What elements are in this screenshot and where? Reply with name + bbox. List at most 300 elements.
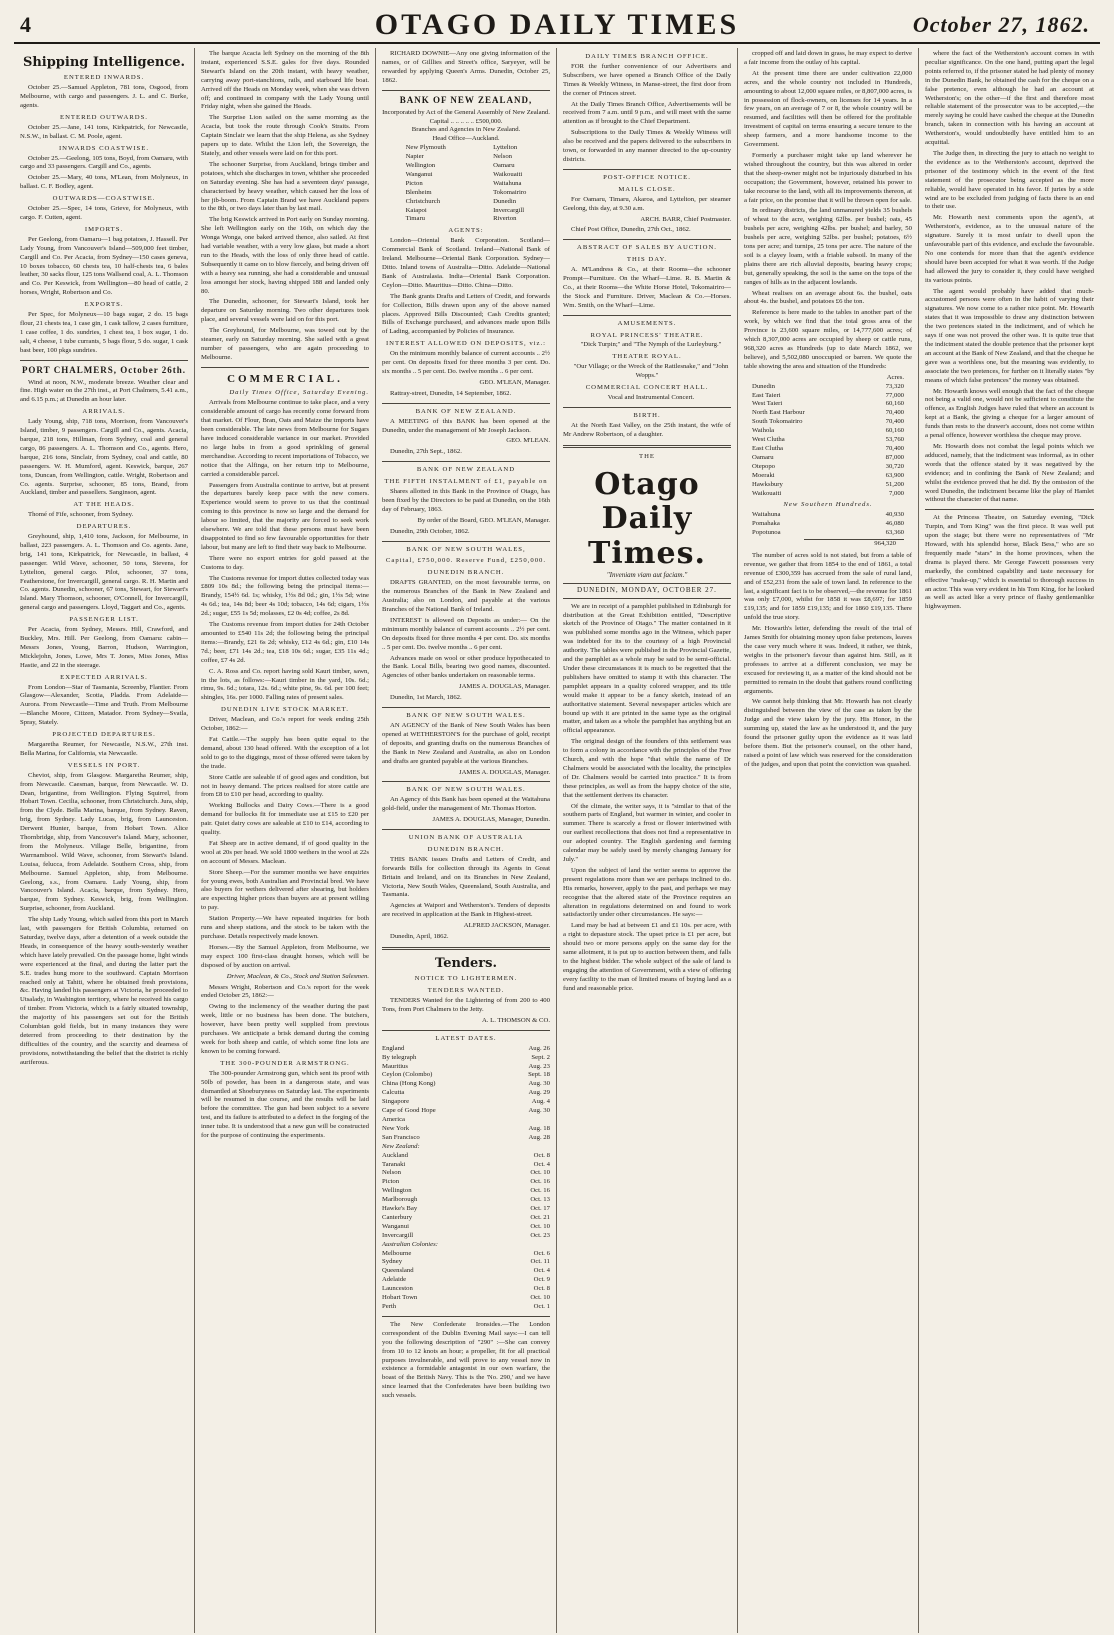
section-label: ARRIVALS. — [82, 408, 126, 416]
date-row — [382, 1303, 550, 1312]
date-row-label: Ceylon (Colombo) — [382, 1071, 433, 1079]
paragraph: Cheviot, ship, from Glasgow. Margaretha Reumer, ship, from Newcastle. Caesman, barque, from Newcastle. W. D. Dean, brigantine, from Wellington. Flying Squirrel, from Hobart Town. Cecilia, schooner, from Christchurch. Jura, ship, from the Clyde. Bella Marina, barque, from Sydney. Raven, brig, from Sydney. Lady Lucas, brig, from Launceston. Derwent Hunter, barque, from Hobart Town. Alice Thornbridge, ship, from Vancouver's Island. Mary, schooner, from the Molyneux. Village Belle, brigantine, from Warrnambool. Wild Wave, schooner, from Stewart's Island. Louisa, felucca, from Adelaide. Southern Cross, ship, from Melbourne. Samuel Appleton, ship, from Melbourne. Geelong, s.s., from Oamaru. Lady Young, ship, from Vancouver's Island. Acacia, barque, from Sydney. Hero, barque, from Sydney. Keswick, brig, from Wellington. Surprise, schooner, from Auckland. — [20, 771, 188, 913]
date-row-value: Oct. 21 — [530, 1213, 550, 1221]
date-row — [382, 1080, 550, 1089]
dates-list — [382, 1045, 550, 1143]
column-4 — [557, 48, 738, 1633]
section-label: DUNEDIN LIVE STOCK MARKET. — [221, 706, 349, 714]
hundred-row — [752, 409, 904, 418]
date-row — [382, 1285, 550, 1294]
hundred-row — [752, 383, 904, 392]
advert-subtitle: THEATRE ROYAL. — [612, 353, 682, 361]
paragraph: Arrivals from Melbourne continue to take place, and a very considerable amount of cargo has recently come forward from that market. Of Flour, Bran, Oats and Maize the imports have been considerable. The late news from Melbourne for Sugars have induced considerable variance in our market. Provided no large hubs in from a good sprinkling of general merchandise. According to recent importations of Tobacco, we notice that the Alfinga, on her return trip to Melbourne, carried a considerable parcel. — [201, 399, 369, 478]
date-row — [382, 1125, 550, 1134]
advert-title: BANK OF NEW ZEALAND — [416, 466, 516, 474]
paragraph: Agencies at Waipori and Wetherston's. Tenders of deposits are received in application at the Bank in Highest-street. — [382, 902, 550, 919]
date-row — [382, 1161, 550, 1170]
hundred-row-value: 73,320 — [885, 382, 904, 390]
date-row — [382, 1107, 550, 1116]
date-row — [382, 1054, 550, 1063]
hundred-row-label: Moeraki — [752, 471, 775, 479]
divider — [563, 445, 731, 448]
paragraph: Dunedin, April, 1862. — [390, 933, 449, 941]
section-label: EXPORTS. — [84, 301, 124, 309]
branch-item: Lyttelton — [493, 144, 518, 152]
paragraph: The agent would probably have added that much-accustomed persons were often in the habit of varying their signatures. We now come to a rather nice point. Mr. Howarth states that it was impossible to draw any distinction between the two pretences stated in the indictment, and of which he says if one was not proved the other was. It is quite true that the indictment stated the double pretence that the prisoner kept an account at the Bank of New Zealand, and that the cheque he gave was a worthless one, but the meaning was evidently, to associate the two pretences, for further on it literally states "by means of which false pretences" the money was obtained. — [925, 287, 1094, 384]
branch-item: Timaru — [405, 215, 426, 223]
date-row-value: Oct. 11 — [530, 1258, 550, 1266]
hundred-row-label: South Tokomairiro — [752, 418, 803, 426]
hundred-row — [752, 392, 904, 401]
column-1 — [14, 48, 195, 1633]
paragraph: Greyhound, ship, 1,410 tons, Jackson, for Melbourne, in ballast, 223 passengers. A. L. Thomson and Co. agents. Jane, brig, 141 tons, Kirkpatrick, for Newcastle, in ballast, 4 passenger. Wild Wave, schooner, 50 tons, Stevens, for Lyttelton, general cargo. Pilot, schooner, 37 tons, Featherstone, for Invercargill, general cargo. R. H. Martin and Co. agents. Dunedin, schooner, 67 tons, Stewart, for Stewart's Island. Mary Thomson, schooner, O'Connell, for Invercargill, general cargo and passengers. Lloyd, Taggart and Co., agents. — [20, 533, 188, 612]
section-label: OUTWARDS—COASTWISE. — [52, 195, 156, 203]
advert-subtitle: COMMERCIAL CONCERT HALL. — [585, 384, 709, 392]
au-dates-heading: Australian Colonies: — [382, 1240, 438, 1248]
date-row-label: Picton — [382, 1178, 400, 1186]
date-row — [382, 1205, 550, 1214]
hundred-row-value: 30,720 — [885, 462, 904, 470]
hundred-row-value: 77,000 — [885, 391, 904, 399]
advert-line: Branches and Agencies in New Zealand. — [411, 126, 521, 134]
paragraph: The Judge then, in directing the jury to attach no weight to the evidence as to the Wetherston's account, deprived the prisoner of the testimony which in the event of the first statement of the prosecutor being accepted as the more reliable, would have operated in his favor. If juries by a side wind are to be excluded from judging of facts there is an end to their use. — [925, 149, 1094, 211]
date-row — [382, 1196, 550, 1205]
paragraph: Shares allotted in this Bank in the Province of Otago, has been fixed by the Directors to be paid at Dunedin, on the 16th day of February, 1863. — [382, 488, 550, 513]
hundred-row — [752, 463, 904, 472]
divider — [382, 541, 550, 542]
paragraph: A MEETING of this BANK has been opened at the Dunedin, under the management of Mr Joseph Jackson. — [382, 417, 550, 434]
paragraph: October 25.—Spec, 14 tons, Grieve, for Molyneux, with cargo. F. Cutten, agent. — [20, 205, 188, 221]
divider — [382, 707, 550, 708]
date-row-value: Oct. 16 — [530, 1187, 550, 1195]
paragraph: Fat Cattle.—The supply has been quite equal to the demand, about 130 head offered. With the exception of a lot sold to go to the diggings, most of those offered were taken by the trade. — [201, 735, 369, 770]
hundred-row — [752, 454, 904, 463]
paragraph: Dunedin, 27th Sept., 1862. — [390, 448, 462, 456]
paragraph: October 25.—Mary, 40 tons, M'Lean, from Molyneux, in ballast. C. F. Bodley, agent. — [20, 174, 188, 191]
advert-title: BANK OF NEW ZEALAND. — [415, 407, 517, 415]
date-row — [382, 1187, 550, 1196]
paragraph: Wheat realises on an average about 6s. the bushel, oats about 4s. the bushel, and potatoes £6 the ton. — [744, 289, 912, 306]
branch-item: Blenheim — [405, 188, 432, 196]
paragraph: Subscriptions to the Daily Times & Weekly Witness will also be received and the papers delivered to the subscribers in town, or forwarded in any manner directed to the up-country districts. — [563, 129, 731, 163]
paragraph: DRAFTS GRANTED, on the most favourable terms, on the numerous Branches of the Bank in New Zealand and Australia; also on London, and payable at the various Branches of the National Bank of Ireland. — [382, 579, 550, 613]
paragraph: Station Property.—We have repeated inquiries for both runs and sheep stations, and the stock to be taken with the purchase. Details respectively made known. — [201, 915, 369, 940]
hundred-row-value: 70,400 — [885, 409, 904, 417]
column-2 — [195, 48, 376, 1633]
date-row-value: Aug. 26 — [528, 1044, 550, 1052]
hundred-row-value: 46,080 — [885, 520, 904, 528]
date-row-value: Aug. 28 — [528, 1133, 550, 1141]
date-row-label: America — [382, 1115, 406, 1123]
date-row-label: Mauritius — [382, 1062, 409, 1070]
commercial-heading: COMMERCIAL. — [227, 372, 343, 385]
branch-item: Napier — [405, 153, 424, 161]
paragraph: At the Princess Theatre, on Saturday evening, "Dick Turpin, and Tom King" was the first piece. It was well put upon the stage; but there were no representatives of "Mr Howard, with his splendid horse, Black Bess," who are so frequently made "stars" in the home provinces, when the drama is played there. Mr George Fawcett possesses very markedly, the combined capability and taste necessary for effective "make-up," which is essential to thorough success in an actor. This was very evident in his Tom King, for he looked as well as acted like a very prince of flashy gentlemanlike highwaymen. — [925, 514, 1094, 611]
paragraph: AN AGENCY of the Bank of New South Wales has been opened at WETHERSTON'S for the purchase of gold, receipt of deposits, and granting drafts on the numerous Branches of the Bank in New Zealand and Australia, as also on London and drafts are granted payable at the various Branches. — [382, 721, 550, 765]
divider — [382, 1030, 550, 1031]
hundred-row-label: Popotunoa — [752, 529, 781, 537]
paragraph: We cannot help thinking that Mr. Howarth has not clearly distinguished between the view of the case as taken by the Judge and the view taken by the jury. His Honor, in the summing up, stated the law as he understood it, and the jury found the prisoner guilty upon the evidence as it was laid before them. But the prisoner's counsel, on the other hand, raised a point of law which was reserved for the consideration of the judges, and upon that point the conviction was quashed. — [744, 698, 912, 768]
hundred-row-label: East Clutha — [752, 444, 784, 452]
branch-item: New Plymouth — [405, 144, 446, 152]
paragraph: At the present time there are under cultivation 22,000 acres, and the whole country not included in Hundreds, amounting to about 12,000 square miles, or 8,807,000 acres, is in possession of flock-owners, on licenses for 14 years. In a few years, on an average of 7 or 8, the whole country will be resumed, and facilities will then be offered for the profitable investment of capital on terms ensuring a secure tenure to the sheep farmers, and a more handsome income to the Government. — [744, 69, 912, 149]
column-6 — [919, 48, 1100, 1633]
date-row — [382, 1116, 550, 1125]
branch-item: Waikouaiti — [493, 170, 523, 178]
advert-subtitle: MAILS CLOSE. — [618, 185, 676, 193]
date-row-label: Sydney — [382, 1258, 403, 1266]
hundred-row-label: Waitahuna — [752, 511, 781, 519]
date-row-label: England — [382, 1044, 405, 1052]
date-row-label: Perth — [382, 1303, 397, 1310]
paragraph: London—Oriental Bank Corporation. Scotland—Commercial Bank of Scotland. Ireland—National Bank of Ireland. Melbourne—Oriental Bank Corporation. Sydney—Ditto. Inland towns of Australia—Ditto. Adelaide—National Bank of Australasia. India—Oriental Bank Corporation. Ceylon—Ditto. Mauritius—Ditto. China—Ditto. — [382, 237, 550, 289]
paragraph: Per Geelong, from Oamaru—1 bag potatoes, J. Hassell. Per Lady Young, from Vancouver's Island—509,000 feet timber, Cargill and Co. Per Acacia, from Sydney—150 cases geneva, 10 boxes tobacco, 60 chests tea, 10 half-chests tea, 6 bales leather, 30 sacks flour, 125 tons Wallsend coal, A. L. Thomson and Co. Per Keswick, from Wellington—80 head of cattle, 2 horses, Wright, Robertson and Co. — [20, 235, 188, 297]
date-row-value: Oct. 8 — [533, 1151, 550, 1159]
hundred-row-label: Oamaru — [752, 453, 774, 461]
divider — [563, 169, 731, 170]
hundred-row — [752, 520, 904, 529]
divider — [382, 403, 550, 404]
section-label: AT THE HEADS. — [73, 501, 135, 509]
advertisement: RICHARD DOWNIE—Any one giving information of the names, or of Gilllies and Street's office, Saryeyer, will be rewarded by applying Queen's Arms. Dunedin, October 25, 1862. — [382, 50, 550, 84]
date-row-label: Invercargill — [382, 1231, 414, 1239]
paragraph: The schooner Surprise, from Auckland, brings timber and potatoes, which she discharges in town, whither she proceeded on Saturday evening. She has had a seventeen days' passage, characterised by heavy weather, which caused her the loss of her jib-boom. From Captain Brand we have Auckland papers to the 8th, or two days later than by last mail. — [201, 160, 369, 213]
divider — [20, 360, 188, 361]
paragraph: The Customs revenue for import duties collected today was £809 10s 8d.; the following being the principal items:—Brandy, 154½ 6d. 1s; whisky, 1½s 8d 0d.; gin, 1½s 5d; wine 4s 6d.; tea, 14s 8d; beer 4s 10d; tobacco, 14s 6d; cigars, 1½s 2d.; sugar, £55 1s 5d; molasses, £2 0s 4d; coffee, 2s 8d. — [201, 574, 369, 618]
hundred-row-label: Pomahaka — [752, 520, 780, 528]
page-number: 4 — [20, 12, 31, 37]
date-row-label: Calcutta — [382, 1089, 405, 1097]
paragraph: THIS BANK issues Drafts and Letters of Credit, and forwards Bills for collection through its Agents in Great Britain and Ireland, and on its Branches in New Zealand, Victoria, New South Wales, Queensland, South Australia, and Tasmania. — [382, 855, 550, 899]
date-row-value: Oct. 16 — [530, 1178, 550, 1186]
signature: By order of the Board, GEO. M'LEAN, Manager. — [417, 516, 550, 524]
date-row — [382, 1294, 550, 1303]
date-row-label: Nelson — [382, 1169, 401, 1177]
date-row-value: Aug. 4 — [531, 1098, 550, 1106]
date-row — [382, 1214, 550, 1223]
shipping-heading: Shipping Intelligence. — [22, 55, 186, 70]
paragraph: The Greyhound, for Melbourne, was towed out by the steamer, early on Saturday morning. She sailed with a great number of passengers, who are again proceeding to Melbourne. — [201, 327, 369, 361]
branch-item: Kaiapoi — [405, 206, 427, 214]
paragraph: C. A. Ross and Co. report having sold Kauri timber, sawn, in the lots, as follows:—Kauri timber in the yard, 10s. 6d.; rimu, 9s. 6d.; totara, 12s. 6d.; white pine, 9s. 6d. per 100 feet; shingles, 16s. per 1000. Falling rates of present sales. — [201, 667, 369, 702]
paragraph: cropped off and laid down in grass, he may expect to derive a fair income from the outlay of his capital. — [744, 50, 912, 66]
hundred-row-label: Hawksbury — [752, 480, 783, 488]
advert-title: ABSTRACT OF SALES BY AUCTION. — [577, 244, 717, 252]
hundred-row-value: 60,160 — [885, 427, 904, 435]
paragraph: Driver, Maclean, and Co.'s report for week ending 25th October, 1862:— — [201, 716, 369, 733]
southern-hundreds-table — [744, 511, 912, 538]
advert-subtitle: AGENTS: — [448, 227, 484, 235]
date-row — [382, 1232, 550, 1241]
paragraph: Store Sheep.—For the summer months we have enquiries for young ewes, both Australian and Provincial bred. We have also buyers for wethers delivered after shearing, but holders are expecting higher prices than buyers are at present willing to pay. — [201, 868, 369, 912]
hundred-row-label: West Taieri — [752, 400, 783, 408]
paragraph: The Surprise Lion sailed on the same morning as the Acacia, but took the route through Cook's Straits. From Captain Sinclair we learn that the ship Helena, as she Sydney papers up to date. Whilst the Lion left, the Sovereign, the Stately, and other vessels were laid on for this port. — [201, 114, 369, 157]
hundred-row-label: North East Harbour — [752, 409, 805, 417]
date-row-label: Singapore — [382, 1098, 410, 1106]
date-row-label: Cape of Good Hope — [382, 1107, 436, 1115]
dateline: DUNEDIN, MONDAY, OCTOBER 27. — [563, 583, 731, 598]
section-label: INWARDS COASTWISE. — [58, 144, 150, 152]
date-row — [382, 1089, 550, 1098]
paragraph: At the North East Valley, on the 25th instant, the wife of Mr Andrew Robertson, of a daughter. — [563, 421, 731, 438]
signature: ALFRED JACKSON, Manager. — [463, 922, 550, 930]
advert-title: UNION BANK OF AUSTRALIA — [408, 834, 524, 842]
date-row — [382, 1223, 550, 1232]
section-label: THE 300-POUNDER ARMSTRONG. — [220, 1059, 350, 1067]
paragraph: An Agency of this Bank has been opened at the Waitahuna gold-field, under the management of Mr. Thomas Horton. — [382, 796, 550, 813]
paragraph: TENDERS Wanted for the Lightering of from 200 to 400 Tons, from Port Chalmers to the Jetty. — [382, 997, 550, 1013]
hundreds-total: 964,320 — [804, 539, 904, 549]
paragraph: October 25.—Geelong, 105 tons, Boyd, from Oamaru, with cargo and 33 passengers. Cargill and Co., agents. — [20, 154, 188, 171]
columns — [14, 48, 1100, 1633]
hundred-row-label: Dunedin — [752, 382, 776, 390]
paragraph: Wind at noon, N.W., moderate breeze. Weather clear and fine. High water on the 27th inst., at Port Chalmers, 5.41 a.m., and 6.15 p.m.; at Dunedin an hour later. — [20, 378, 188, 404]
date-row — [382, 1152, 550, 1161]
paragraph: Store Cattle are saleable if of good ages and condition, but not in heavy demand. The prices realised for store cattle are from £8 to £10 per head, according to quality. — [201, 773, 369, 799]
paragraph: Per Spec, for Molyneux—10 bags sugar, 2 do. 15 bags flour, 21 chests tea, 1 case gin, 1 cask tallow, 2 cases furniture, 1 case coffee, 1 do. sundries, 1 chest tea, 1 box sugar, 1 do. salt, 4 cheese, 1 tube currants, 5 bags flour, 5 do. sugar, 1 cask bast beer, 100 pkgs sundries. — [20, 311, 188, 354]
paragraph: A. M'Landress & Co., at their Rooms—the schooner Prompt—Furniture. On the Wharf—Lime. R. B. Martin & Co., at their Rooms—the White Horse Hotel, Tokomairiro—the Stock and Furniture. Driver, Maclean & Co.—Horses. Wm. Smith, on the Wharf—Lime. — [563, 266, 731, 309]
otago-daily-times-logo: Otago Daily Times. — [588, 466, 706, 571]
hundred-row — [752, 445, 904, 454]
date-row-label: Marlborough — [382, 1196, 418, 1204]
signature: JAMES A. DOUGLAS, Manager. — [458, 683, 550, 691]
divider — [382, 781, 550, 782]
divider — [201, 367, 369, 368]
paragraph: The original design of the founders of this settlement was to form a colony in accordance with the principles of the Free Church, and with the hope "that while the name of Dr Chalmers would be associated with the locality, the principles of Dr. Chalmers would be carried into practice." It is from these principles, as well as from the happy choice of the site, that the settlement derives its character. — [563, 738, 731, 799]
date-row-value: Oct. 10 — [530, 1222, 550, 1230]
bank-nz-advert — [382, 95, 550, 237]
date-row-value: Oct. 4 — [533, 1267, 550, 1275]
nz-dates-list — [382, 1152, 550, 1241]
paragraph: Passengers from Australia continue to arrive, but at present the departures barely keep pace with the new comers. Experience would seem to prove to us that the continual coming to this province is now so large and the demand for labour so limited, that the majority are forced to seek work elsewhere. We are told that these persons must have been disappointed to find so few favourable opportunities for their labour, but many are left to find their way back to Melbourne. — [201, 481, 369, 551]
paragraph: Lady Young, ship, 718 tons, Morrison, from Vancouver's Island, timber, 9 passengers. Cargill and Co., agents. Acacia, barque, 218 tons, Hillman, from Sydney, coal and general cargo, 86 passengers. A. L. Thomson and Co., agents. Hero, barque, 216 tons, Sinclair, from Sydney, coal and cattle, 80 passengers. W. H. Mumford, agent. Keswick, barque, 267 tons, Duncan, from Wellington, cattle. Wright, Robertson and Co. agents. Surprise, schooner, 85 tons, Brand, from Auckland, timber and passellers. Sanginson, agent. — [20, 418, 188, 497]
nz-dates-heading: New Zealand: — [382, 1142, 420, 1150]
signature: A. L. THOMSON & CO. — [481, 1016, 550, 1024]
hundred-row-label: East Taieri — [752, 391, 781, 399]
paragraph: October 25.—Samuel Appleton, 781 tons, Osgood, from Melbourne, with cargo and passengers. J. L. and C. Burke, agents. — [20, 84, 188, 109]
paragraph: At the Daily Times Branch Office, Advertisements will be received from 7 a.m. until 9 p.m., and will meet with the same attention as if brought to the Chief Department. — [563, 100, 731, 126]
branch-list-left — [406, 144, 446, 224]
paragraph: Mr. Howarth does not combat the legal points which we adduced, namely, that the indictment was informal, as in other words that the offence stated by it was negatived by the evidence; and in confining the Bank of New Zealand; and whilst the evidence proved that he did. By the omission of the word Dunedin, the indictment became like the play of Hamlet without the character of that name. — [925, 442, 1094, 504]
advert-title: BIRTH. — [633, 411, 661, 419]
paragraph: We are in receipt of a pamphlet published in Edinburgh for distribution at the Great Exhibition entitled, "Descriptive sketch of the Province of Otago." The matter contained in it was published some months ago in the Witness, which paper was indebted for its to the courtesy of a high Provincial authority. The tables were published in the Provincial Gazette, and the pamphlet as a whole may be said to be semi-official. Under these circumstances it is much to be regretted that the publishers have omitted to stamp it with this character. The pamphlet appears in a quality colored wrapper, and its title would make it appear to be a fancy sketch, instead of an authoritative statement. Several newspaper articles which are bound up with it are printed in the same type as the original matter, and taken as a whole the pamphlet has anything but an official appearance. — [563, 602, 731, 735]
southern-hundreds-heading: New Southern Hundreds. — [783, 501, 873, 509]
date-row-value: Aug. 30 — [528, 1107, 550, 1115]
divider — [563, 239, 731, 240]
branch-item: Waitahuna — [493, 179, 522, 187]
column-3 — [376, 48, 557, 1633]
date-row-value: Sept. 18 — [528, 1071, 550, 1079]
divider — [382, 90, 550, 91]
hundred-row — [752, 418, 904, 427]
motto: "Inveniam viam aut faciam." — [606, 571, 688, 580]
hundred-row — [752, 490, 904, 499]
paragraph: The barque Acacia left Sydney on the morning of the 8th instant, experienced S.S.E. gales for five days. Rounded Stewart's Island on the 20th instant, with heavy weather, carrying away port-stanchions, rails, and starboard life boat. Arrived off the Heads on Monday week, when she was driven off; and continued in company with the Lady Young until Friday night, when she gained the Heads. — [201, 50, 369, 111]
date-row-label: Auckland — [382, 1151, 408, 1159]
paragraph: "Dick Turpin;" and "The Nymph of the Lurleyburg." — [580, 341, 722, 349]
paragraph: Dunedin, 1st March, 1862. — [390, 694, 462, 702]
hundred-row — [752, 400, 904, 409]
date-row — [382, 1098, 550, 1107]
column-5 — [738, 48, 919, 1633]
paragraph: On the minimum monthly balance of current accounts .. 2½ per cent. On deposits fixed for three months 3 per cent. Do. six months .. 5 per cent. Do. twelve months .. 6 per cent. — [382, 350, 550, 375]
signature: JAMES A. DOUGLAS, Manager, Dunedin. — [432, 816, 550, 824]
date-row-value: Oct. 9 — [533, 1276, 550, 1284]
paragraph: From London—Star of Tasmania, Screenby, Flantier. From Glasgow—Alexander, Scotia, Pladda. From Adelaide—Aurora. From Newcastle—Time and Truth. From Melbourne—Blanche Moore, Citizen, Matador. From Sydney—Svatla, Spray, Stately. — [20, 683, 188, 727]
paragraph: Owing to the inclemency of the weather during the past week, little or no business has been done. The butchers, however, have been pretty well supplied from previous purchases. We anticipate a brisk demand during the coming week for both sheep and cattle, of which some fine lots are known to be coming forward. — [201, 1003, 369, 1055]
divider — [925, 509, 1094, 510]
paragraph: where the fact of the Wetherston's account comes in with peculiar significance. On the one hand, putting apart the legal points referred to, if the prisoner stated he had plenty of money in the Dunedin Bank, he obtained the cash for the cheque on a false pretence, even although he had an account at Wetherston's; on the other—if the first and therefore most reliable statement of the prosecutor was to be accepted,—the merely saying he could have cashed the cheque at the Dunedin branch, taken in connection with his having an account at Wetherston's, would undoubtedly have entitled him to an acquittal. — [925, 50, 1094, 147]
divider — [563, 407, 731, 408]
section-label: INTEREST ALLOWED ON DEPOSITS, viz.: — [385, 340, 547, 348]
paragraph: Formerly a purchaser might take up land wherever he wished throughout the country, but this was altered in order that the sheep-owner might not be injuriously disturbed in his occupation; the Government, however, retained his power to take recourse to the land, with all its improvements thereon, at a fair price, on the promise that it will be thrown open for sale. — [744, 151, 912, 204]
paragraph: The Customs revenue from import duties for 24th October amounted to £540 11s 2d; the following being the principal items:—Brandy, £21 6s 2d; whisky, £12 4s 6d.; gin, £10 14s 7d.; beer, £71 14s 2d.; tea, £18 10s 6d.; sugar, £35 11s 4d.; coffee, £7 4s 2d. — [201, 621, 369, 664]
advert-title: BANK OF NEW SOUTH WALES. — [406, 786, 526, 794]
branch-item: Wellington — [405, 162, 436, 170]
paragraph: Upon the subject of land the writer seems to approve the present regulations more than we are perhaps inclined to do. His remarks, however, apply to the past, and perhaps we may recognise that the altered state of the Province requires an alteration in regulations determined on and found to work satisfactorily under other circumstances. He says:— — [563, 866, 731, 919]
date-row — [382, 1071, 550, 1080]
paragraph: Working Bullocks and Dairy Cows.—There is a good demand for bullocks fit for immediate use at £15 to £20 per pair. Quiet dairy cows are saleable at £10 to £14, according to quality. — [201, 802, 369, 837]
advert-title: DAILY TIMES BRANCH OFFICE. — [585, 53, 709, 60]
date-row — [382, 1063, 550, 1072]
signature: ARCH. BARR, Chief Postmaster. — [640, 215, 731, 223]
paragraph: In ordinary districts, the land unmanured yields 35 bushels of wheat to the acre, weighing 62lbs. per bushel; oats, 45 bushels per acre, weighing 42lbs. per bushel; and barley, 50 bushels per acre, weighing 52lbs. per bushel; potatoes, 6½ tons per acre; and turnips, 25 tons per acre. The nature of the soil is a clayey loam, with a friable subsoil. In many of the plains there are rich alluvial deposits, bearing heavy crops; but, generally speaking, the soil is the same on the tops of the ranges of hills as in the adjacent lowlands. — [744, 207, 912, 286]
date-row-label: Hobart Town — [382, 1294, 418, 1302]
hundred-row — [752, 436, 904, 445]
section-label: ENTERED INWARDS. — [63, 74, 145, 82]
paragraph: Messrs Wright, Robertson and Co.'s report for the week ended October 25, 1862:— — [201, 983, 369, 1000]
paragraph: Margaretha Reumer, for Newcastle, N.S.W., 27th inst. Bella Marina, for California, via Newcastle. — [20, 740, 188, 757]
date-row-label: Taranaki — [382, 1160, 406, 1168]
signature: Driver, Maclean, & Co., Stock and Station Salesmen. — [226, 972, 369, 980]
advert-line: Capital .. .. .. .. .. £500,000. — [429, 117, 503, 125]
advert-title: NOTICE TO LIGHTERMEN. — [414, 975, 518, 983]
paragraph: Chief Post Office, Dunedin, 27th Oct., 1862. — [571, 226, 691, 234]
signature: GEO. M'LEAN. — [506, 437, 550, 445]
advert-subtitle: DUNEDIN BRANCH. — [427, 845, 505, 853]
hundred-row-label: West Clutha — [752, 436, 785, 444]
branch-item: Nelson — [493, 153, 513, 161]
paragraph: Horses.—By the Samuel Appleton, from Melbourne, we may expect 100 first-class draught horses, which will be disposed of by auction on arrival. — [201, 943, 369, 969]
hundred-row — [752, 481, 904, 490]
hundred-row-value: 87,000 — [885, 453, 904, 461]
hundred-row — [752, 529, 904, 538]
branch-item: Oamaru — [493, 162, 515, 170]
issue-date: October 27, 1862. — [912, 12, 1090, 37]
hundred-row-value: 70,400 — [885, 418, 904, 426]
date-row — [382, 1276, 550, 1285]
hundred-row-value: 51,200 — [885, 480, 904, 488]
paragraph: "Our Village; or the Wreck of the Rattlesnake," and "John Wopps." — [573, 363, 729, 380]
signature: JAMES A. DOUGLAS, Manager. — [458, 768, 550, 776]
date-row-label: Melbourne — [382, 1249, 412, 1257]
date-row-value: Oct. 17 — [530, 1205, 550, 1213]
date-row-value: Oct. 13 — [530, 1196, 550, 1204]
hundred-row-value: 53,760 — [885, 436, 904, 444]
paragraph: Mr. Howarth knows well enough that the fact of the cheque not being a valid one, would not be sufficient to constitute the offence, as English Judges have ruled that where an account is kept at a Bank, the giving a cheque for a larger amount of funds than rests to the drawer's account, does not come within a penal offence, however worthless the cheque may prove. — [925, 387, 1094, 440]
advert-subtitle: ROYAL PRINCESS' THEATRE. — [590, 331, 704, 339]
advert-subtitle: THIS DAY. — [626, 256, 668, 264]
hundred-row-label: Waikouaiti — [752, 489, 782, 497]
branch-list-right — [493, 144, 526, 224]
date-row-label: Wanganui — [382, 1222, 409, 1230]
advert-line: Head Office—Auckland. — [432, 135, 500, 143]
date-row — [382, 1267, 550, 1276]
branch-item: Tokomairiro — [493, 188, 527, 196]
section-label: PROJECTED DEPARTURES. — [52, 731, 156, 739]
date-row — [382, 1178, 550, 1187]
date-row-label: Hawke's Bay — [382, 1205, 418, 1213]
paragraph: Reference is here made to the tables in another part of the work, by which we find that the total gross area of the Province is 23,600 square miles, or 14,777,600 acres; of which 8,307,000 acres are occupied by sheep or cattle runs, 968,320 acres as Hundreds (up to date March 1862, we believe), and 5,502,080 unoccupied or barren. We quote the table showing the area and situation of the Hundreds: — [744, 309, 912, 370]
date-row-value: Oct. 10 — [530, 1294, 550, 1302]
paragraph: Thomé of Fife, schooner, from Sydney. — [28, 511, 134, 519]
date-row — [382, 1045, 550, 1054]
hundred-row-value: 63,360 — [885, 529, 904, 537]
branch-item: Picton — [405, 179, 423, 187]
date-row-label: Wellington — [382, 1187, 412, 1195]
paragraph: Vocal and Instrumental Concert. — [607, 394, 695, 401]
divider — [563, 315, 731, 316]
section-label: PASSENGER LIST. — [69, 616, 139, 624]
section-label: DEPARTURES. — [76, 523, 132, 531]
paragraph: Advances made on wool or other produce hypothecated to the Bank. Local Bills, bearing two good names, discounted. Agencies of other banks undertaken on reasonable terms. — [382, 654, 550, 680]
au-dates-list — [382, 1250, 550, 1312]
advert-subtitle: THE FIFTH INSTALMENT of £1, payable on — [384, 478, 548, 486]
advert-title: BANK OF NEW SOUTH WALES, — [406, 545, 526, 553]
date-row-value: Oct. 6 — [533, 1249, 550, 1257]
paragraph: Mr. Howarth's letter, defending the result of the trial of James Smith for obtaining money upon false pretences, leaves the case very much where it was. Indeed, it rather, we think, weighs in the prisoner's favour than against him. Still, as it professes to arrive at a different conclusion, we may be excused for reviewing it, as a matter of the kind should not be permitted to remain in the doubt that gathers round conflicting arguments. — [744, 625, 912, 695]
signature: GEO. M'LEAN, Manager. — [479, 378, 550, 386]
hundred-row-value: 63,900 — [885, 471, 904, 479]
logo-prefix: THE — [639, 452, 655, 460]
paragraph: Rattray-street, Dunedin, 14 September, 1862. — [390, 389, 512, 397]
latest-dates-heading: LATEST DATES. — [435, 1034, 497, 1042]
paragraph: October 25.—Jane, 141 tons, Kirkpatrick, for Newcastle, N.S.W., in ballast. C. M. Poole, agent. — [20, 123, 188, 140]
branch-list — [382, 144, 550, 224]
date-row-value: Aug. 18 — [528, 1124, 550, 1132]
date-row — [382, 1258, 550, 1267]
date-row-label: Queensland — [382, 1267, 414, 1275]
branch-item: Wanganui — [405, 170, 433, 178]
section-label: EXPECTED ARRIVALS. — [60, 673, 148, 681]
date-row — [382, 1169, 550, 1178]
advert-subtitle: DUNEDIN BRANCH. — [427, 569, 505, 577]
advert-title: AMUSEMENTS. — [617, 319, 677, 327]
hundred-row-value: 40,930 — [885, 511, 904, 519]
divider — [382, 461, 550, 462]
date-row-value: Oct. 10 — [530, 1169, 550, 1177]
date-row-value: Oct. 8 — [533, 1285, 550, 1293]
tenders-heading: Tenders. — [435, 956, 497, 971]
date-row — [382, 1250, 550, 1259]
branch-item: Riverton — [493, 215, 517, 223]
hundred-row-value: 70,400 — [885, 444, 904, 452]
hundred-row — [752, 472, 904, 481]
masthead — [14, 8, 1100, 44]
date-row-value: Aug. 29 — [528, 1089, 550, 1097]
hundreds-acres-label: Acres. — [886, 373, 904, 381]
paragraph: There were no export entries for gold passed at the Customs to day. — [201, 554, 369, 571]
paragraph: The ship Lady Young, which sailed from this port in March last, with passengers for British Columbia, returned on Saturday, twelve days, after a detention of a week outside the Heads, in consequence of the heavy south-westerly weather which have lately prevailed. On the passage home, light winds were experienced at the final, and during the latter part the S.E. trades hung more to the southward. Captain Morrison reached only at Tahiti, where he obtained fresh provisions, &c. Having landed his passengers at Victoria, he proceeded to Utsalady, in Washington territory, where he received his cargo of timber. From Victoria, which is a fairly situated township, the majority of his passengers set out for the British Columbian gold fields, but in many instances they were deterred from proceeding to their destination by the difficulties of the country, and the scarcity and dearness of provisions, notwithstanding the belief that the district is richly auriferous. — [20, 916, 188, 1066]
section-label: ENTERED OUTWARDS. — [60, 113, 148, 121]
paragraph: Dunedin, 29th October, 1862. — [390, 527, 470, 535]
branch-item: Christchurch — [405, 197, 441, 205]
paragraph: INTEREST is allowed on Deposits as under:— On the minimum monthly balance of current accounts .. 2½ per cent. On deposits fixed for three months 4 per cent. Do. six months .. 5 per cent. Do. twelve months .. 6 per cent. — [382, 616, 550, 651]
paragraph: Fat Sheep are in active demand, if of good quality in the wool at 20s per head. We sold 1800 wethers in the wool at 22s on account of Messrs. Maclean. — [201, 839, 369, 865]
date-row-value: Sept. 2 — [531, 1053, 550, 1061]
date-row-label: New York — [382, 1124, 410, 1132]
commercial-office: Daily Times Office, Saturday Evening. — [229, 389, 369, 397]
